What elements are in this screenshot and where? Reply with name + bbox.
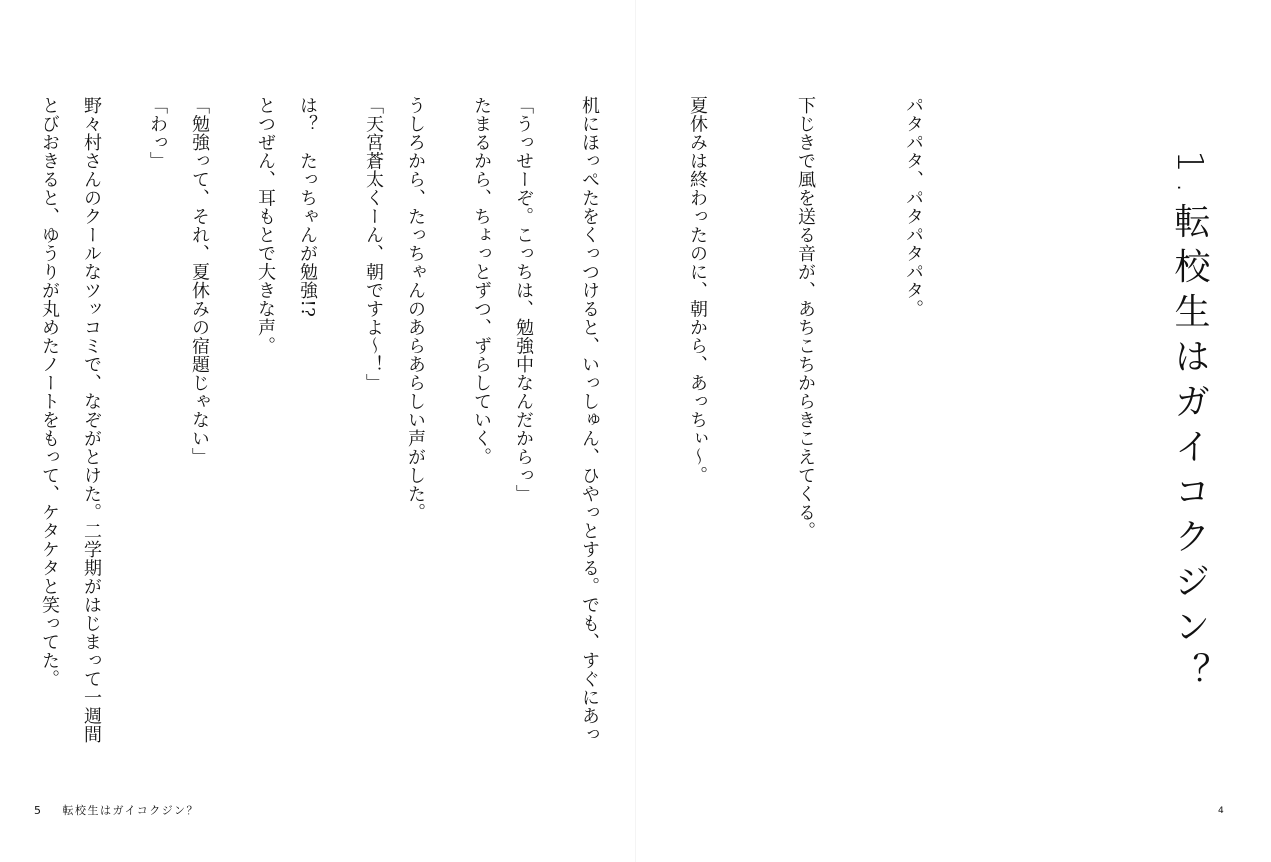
text-line: 「天宮蒼太くーん、朝ですよ〜！」 — [363, 96, 384, 392]
text-line: は？ たっちゃんが勉強!? — [297, 96, 318, 318]
text-line: たまるから、ちょっとずつ、ずらしていく。 — [471, 96, 492, 466]
chapter-title: 1.転校生はガイコクジン？ — [1169, 150, 1210, 698]
text-line: 野々村さんのクールなツッコミで、なぞがとけた。二学期がはじまって一週間 — [81, 96, 102, 744]
text-line: うしろから、たっちゃんのあらあらしい声がした。 — [405, 96, 426, 522]
text-line: とつぜん、耳もとで大きな声。 — [255, 96, 276, 355]
text-line: 「うっせーぞ。こっちは、勉強中なんだからっ」 — [513, 96, 534, 503]
right-page-body-text — [0, 96, 1003, 776]
text-line: 「わっ」 — [147, 96, 168, 170]
text-line: 夏休みは終わったのに、朝から、あっちぃ〜。 — [687, 96, 708, 485]
text-line: 下じきで風を送る音が、あちこちからきこえてくる。 — [795, 96, 816, 540]
text-line: 「勉強って、それ、夏休みの宿題じゃない」 — [189, 96, 210, 466]
page-number: 5 — [34, 803, 43, 817]
text-line: パタパタ、パタパタパタ。 — [903, 96, 924, 318]
left-page-footer — [34, 802, 199, 818]
text-line: 机にほっぺたをくっつけると、いっしゅん、ひやっとする。でも、すぐにあっ — [579, 96, 600, 744]
text-line: とびおきると、ゆうりが丸めたノートをもって、ケタケタと笑ってた。 — [39, 96, 60, 688]
running-head: 転校生はガイコクジン？ — [62, 804, 199, 817]
right-page-number: 4 — [1218, 806, 1224, 816]
